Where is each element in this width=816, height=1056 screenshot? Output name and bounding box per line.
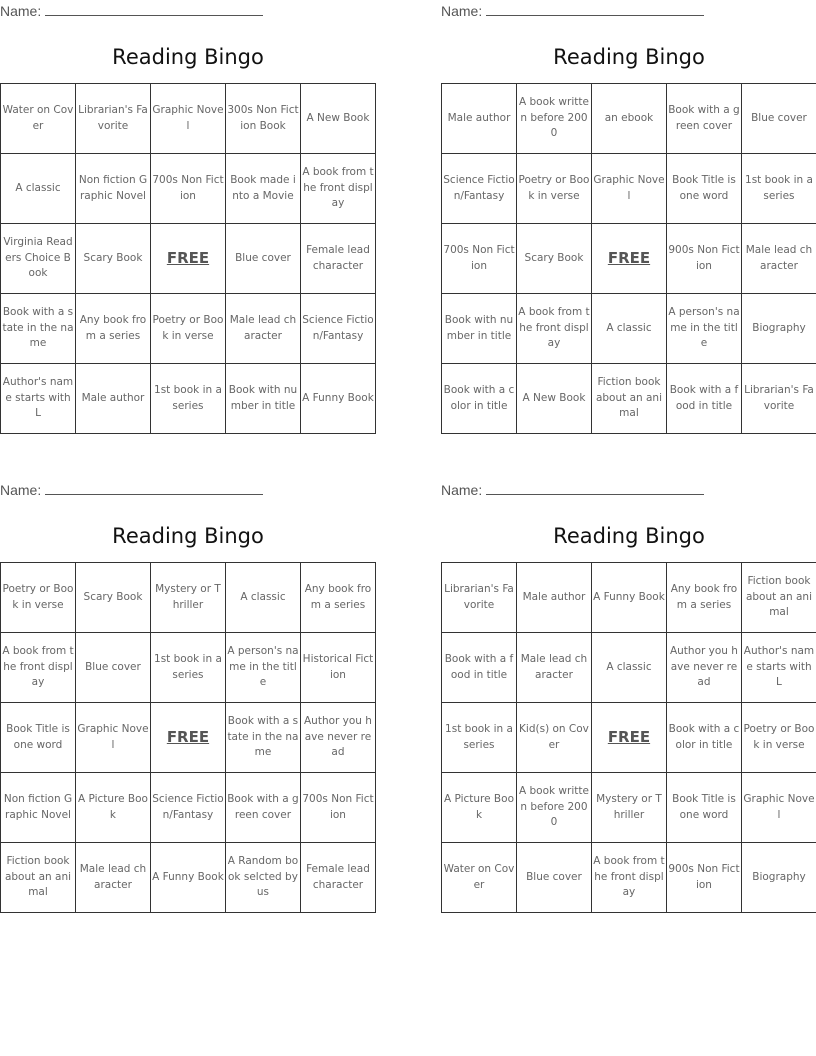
bingo-cell[interactable]: Female lead character <box>300 843 375 913</box>
bingo-grid <box>0 562 376 913</box>
bingo-cell[interactable]: Book with a food in title <box>442 633 517 703</box>
bingo-cell[interactable]: Scary Book <box>516 224 591 294</box>
bingo-cell[interactable]: A New Book <box>300 84 375 154</box>
bingo-cell[interactable]: Historical Fiction <box>300 633 375 703</box>
bingo-cell[interactable]: Book with a color in title <box>666 703 741 773</box>
bingo-row <box>1 563 376 633</box>
bingo-row <box>442 154 816 224</box>
bingo-cell[interactable]: A book from the front display <box>516 294 591 364</box>
name-line <box>0 479 376 501</box>
bingo-row <box>442 563 816 633</box>
bingo-cell[interactable]: Author you have never read <box>300 703 375 773</box>
bingo-cell[interactable]: Female lead character <box>300 224 375 294</box>
bingo-cell[interactable]: 700s Non Fiction <box>300 773 375 843</box>
bingo-cell[interactable]: Book with a color in title <box>442 364 517 434</box>
bingo-cell[interactable]: Author you have never read <box>666 633 741 703</box>
name-label: Name: <box>441 3 483 19</box>
bingo-cell[interactable]: 1st book in a series <box>442 703 517 773</box>
bingo-cell[interactable]: Male lead character <box>75 843 150 913</box>
bingo-cell[interactable]: Librarian's Favorite <box>442 563 517 633</box>
bingo-row <box>442 633 816 703</box>
bingo-cell[interactable]: Any book from a series <box>666 563 741 633</box>
name-label: Name: <box>0 3 42 19</box>
bingo-cell[interactable]: Scary Book <box>75 563 150 633</box>
bingo-cell[interactable]: A book written before 2000 <box>516 84 591 154</box>
bingo-cell[interactable]: Book Title is one word <box>666 773 741 843</box>
bingo-cell[interactable]: Fiction book about an animal <box>591 364 666 434</box>
bingo-cell[interactable]: Male author <box>516 563 591 633</box>
bingo-cell[interactable]: A person's name in the title <box>666 294 741 364</box>
bingo-cell[interactable]: A Picture Book <box>75 773 150 843</box>
bingo-cell[interactable]: Mystery or Thriller <box>591 773 666 843</box>
bingo-grid <box>441 83 816 434</box>
bingo-cell[interactable]: 1st book in a series <box>741 154 816 224</box>
free-space[interactable]: FREE <box>591 703 666 773</box>
bingo-cell[interactable]: A book from the front display <box>591 843 666 913</box>
bingo-cell[interactable]: Kid(s) on Cover <box>516 703 591 773</box>
bingo-row <box>1 84 376 154</box>
bingo-row <box>442 843 816 913</box>
bingo-card <box>441 0 816 420</box>
name-write-line[interactable] <box>486 480 704 495</box>
bingo-cell[interactable]: A classic <box>225 563 300 633</box>
bingo-cell[interactable]: 300s Non Fiction Book <box>225 84 300 154</box>
bingo-cell[interactable]: A Funny Book <box>300 364 375 434</box>
bingo-cell[interactable]: Book with number in title <box>225 364 300 434</box>
bingo-cell[interactable]: Male lead character <box>741 224 816 294</box>
bingo-cell[interactable]: 900s Non Fiction <box>666 224 741 294</box>
bingo-cell[interactable]: Book with a state in the name <box>225 703 300 773</box>
bingo-cell[interactable]: Science Fiction/Fantasy <box>300 294 375 364</box>
bingo-cell[interactable]: Blue cover <box>516 843 591 913</box>
bingo-cell[interactable]: Poetry or Book in verse <box>150 294 225 364</box>
free-space[interactable]: FREE <box>150 224 225 294</box>
bingo-row <box>1 224 376 294</box>
bingo-cell[interactable]: Book with a food in title <box>666 364 741 434</box>
bingo-card <box>0 479 376 899</box>
bingo-cell[interactable]: Poetry or Book in verse <box>516 154 591 224</box>
bingo-row <box>1 703 376 773</box>
bingo-cell[interactable]: an ebook <box>591 84 666 154</box>
bingo-cell[interactable]: Poetry or Book in verse <box>741 703 816 773</box>
bingo-cell[interactable]: Male author <box>75 364 150 434</box>
bingo-cell[interactable]: 1st book in a series <box>150 633 225 703</box>
bingo-grid <box>0 83 376 434</box>
bingo-row <box>1 843 376 913</box>
bingo-cell[interactable]: Book with a green cover <box>666 84 741 154</box>
bingo-cell[interactable]: 700s Non Fiction <box>442 224 517 294</box>
bingo-cell[interactable]: Mystery or Thriller <box>150 563 225 633</box>
bingo-cell[interactable]: Book with a green cover <box>225 773 300 843</box>
bingo-cell[interactable]: Book Title is one word <box>666 154 741 224</box>
bingo-cell[interactable]: Graphic Novel <box>591 154 666 224</box>
bingo-cell[interactable]: Science Fiction/Fantasy <box>442 154 517 224</box>
bingo-cell[interactable]: A New Book <box>516 364 591 434</box>
bingo-cell[interactable]: Book Title is one word <box>1 703 76 773</box>
bingo-cell[interactable]: Science Fiction/Fantasy <box>150 773 225 843</box>
name-line <box>441 0 816 22</box>
bingo-cell[interactable]: A Funny Book <box>150 843 225 913</box>
card-title: Reading Bingo <box>112 524 264 548</box>
bingo-card <box>441 479 816 899</box>
bingo-cell[interactable]: 900s Non Fiction <box>666 843 741 913</box>
card-title: Reading Bingo <box>112 45 264 69</box>
bingo-row <box>442 294 816 364</box>
bingo-cell[interactable]: Water on Cover <box>442 843 517 913</box>
bingo-row <box>442 224 816 294</box>
bingo-cell[interactable]: Biography <box>741 294 816 364</box>
bingo-cell[interactable]: Book made into a Movie <box>225 154 300 224</box>
bingo-cell[interactable]: Fiction book about an animal <box>1 843 76 913</box>
free-space[interactable]: FREE <box>150 703 225 773</box>
name-write-line[interactable] <box>45 1 263 16</box>
bingo-cell[interactable]: Male lead character <box>225 294 300 364</box>
name-label: Name: <box>441 482 483 498</box>
bingo-row <box>1 364 376 434</box>
bingo-cell[interactable]: Blue cover <box>741 84 816 154</box>
bingo-cell[interactable]: A classic <box>591 633 666 703</box>
bingo-grid <box>441 562 816 913</box>
bingo-cell[interactable]: Graphic Novel <box>150 84 225 154</box>
bingo-cell[interactable]: Poetry or Book in verse <box>1 563 76 633</box>
bingo-cell[interactable]: Male lead character <box>516 633 591 703</box>
bingo-cell[interactable]: A book from the front display <box>1 633 76 703</box>
bingo-cell[interactable]: Book with number in title <box>442 294 517 364</box>
card-title: Reading Bingo <box>553 45 705 69</box>
bingo-cell[interactable]: Water on Cover <box>1 84 76 154</box>
free-space[interactable]: FREE <box>591 224 666 294</box>
bingo-cell[interactable]: 1st book in a series <box>150 364 225 434</box>
bingo-cell[interactable]: A Random book selcted by us <box>225 843 300 913</box>
card-title: Reading Bingo <box>553 524 705 548</box>
bingo-cell[interactable]: Any book from a series <box>300 563 375 633</box>
bingo-cell[interactable]: A classic <box>591 294 666 364</box>
name-write-line[interactable] <box>45 480 263 495</box>
bingo-row <box>442 364 816 434</box>
bingo-cell[interactable]: A book written before 2000 <box>516 773 591 843</box>
bingo-cell[interactable]: Male author <box>442 84 517 154</box>
bingo-cell[interactable]: Blue cover <box>75 633 150 703</box>
bingo-cell[interactable]: Librarian's Favorite <box>75 84 150 154</box>
bingo-cell[interactable]: Graphic Novel <box>741 773 816 843</box>
bingo-row <box>1 773 376 843</box>
bingo-row <box>1 154 376 224</box>
bingo-cell[interactable]: Virginia Readers Choice Book <box>1 224 76 294</box>
bingo-cell[interactable]: Book with a state in the name <box>1 294 76 364</box>
bingo-cell[interactable]: 700s Non Fiction <box>150 154 225 224</box>
name-line <box>0 0 376 22</box>
name-write-line[interactable] <box>486 1 704 16</box>
bingo-cell[interactable]: Non fiction Graphic Novel <box>1 773 76 843</box>
bingo-row <box>442 773 816 843</box>
bingo-row <box>442 703 816 773</box>
bingo-cell[interactable]: Blue cover <box>225 224 300 294</box>
bingo-cell[interactable]: A Funny Book <box>591 563 666 633</box>
bingo-cell[interactable]: A Picture Book <box>442 773 517 843</box>
name-label: Name: <box>0 482 42 498</box>
bingo-row <box>442 84 816 154</box>
bingo-cell[interactable]: Fiction book about an animal <box>741 563 816 633</box>
bingo-cell[interactable]: A person's name in the title <box>225 633 300 703</box>
bingo-cell[interactable]: A book from the front display <box>300 154 375 224</box>
bingo-cell[interactable]: Biography <box>741 843 816 913</box>
bingo-cell[interactable]: Author's name starts with L <box>1 364 76 434</box>
bingo-row <box>1 633 376 703</box>
bingo-row <box>1 294 376 364</box>
bingo-cell[interactable]: Librarian's Favorite <box>741 364 816 434</box>
name-line <box>441 479 816 501</box>
bingo-cell[interactable]: Any book from a series <box>75 294 150 364</box>
bingo-cell[interactable]: Non fiction Graphic Novel <box>75 154 150 224</box>
bingo-cell[interactable]: Author's name starts with L <box>741 633 816 703</box>
bingo-cell[interactable]: Scary Book <box>75 224 150 294</box>
bingo-cell[interactable]: A classic <box>1 154 76 224</box>
bingo-cell[interactable]: Graphic Novel <box>75 703 150 773</box>
bingo-card <box>0 0 376 420</box>
